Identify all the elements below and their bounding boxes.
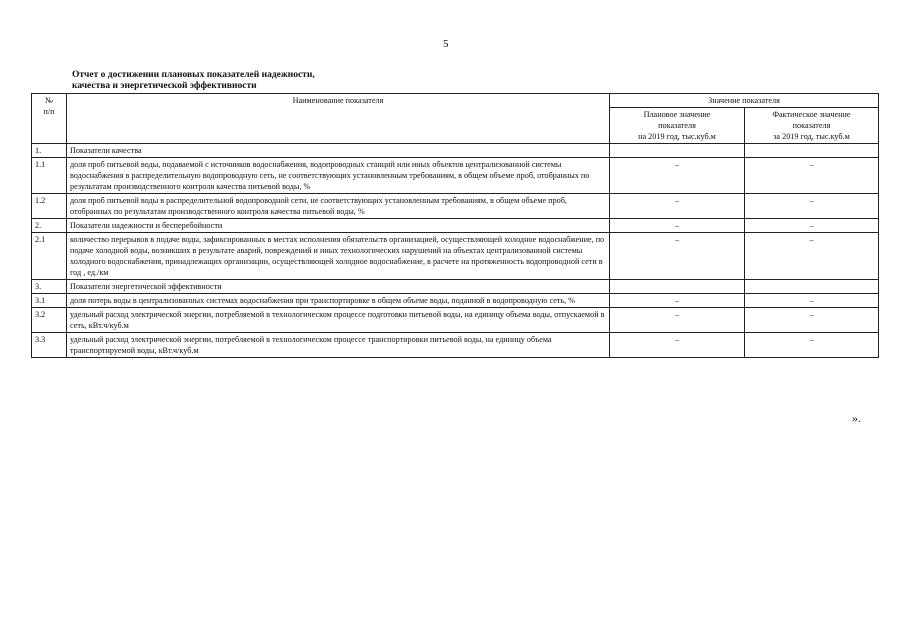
row-num: 3. xyxy=(32,280,67,294)
row-name: доля потерь воды в централизованных системах водоснабжения при транспортировке в общем объеме воды, поданной в водопроводную сеть, % xyxy=(67,294,610,308)
table-row xyxy=(32,294,879,308)
table-row xyxy=(32,333,879,358)
page-number: 5 xyxy=(443,38,449,50)
report-title xyxy=(72,70,315,92)
row-num: 2. xyxy=(32,219,67,233)
row-name: Показатели энергетической эффективности xyxy=(67,280,610,294)
header-value-group: Значение показателя xyxy=(610,94,879,108)
table-row xyxy=(32,194,879,219)
row-name: удельный расход электрической энергии, потребляемой в технологическом процессе подготовки питьевой воды, на единицу объема воды, отпускаемой в сеть, кВт.ч/куб.м xyxy=(67,308,610,333)
row-name: количество перерывов в подаче воды, зафиксированных в местах исполнения обязательств организацией, осуществляющей холодное водоснабжение, по подаче холодной воды, возникших в результате аварий, повреждений и иных технологических нарушений на объектах централизованной системы холодного водоснабжения, принадлежащих организации, осуществляющей холодное водоснабжение, в расчете на протяженность водопроводной сети в год , ед./км xyxy=(67,233,610,280)
report-title-line: Отчет о достижении плановых показателей надежности, xyxy=(72,70,315,80)
row-num: 1. xyxy=(32,144,67,158)
row-planned: – xyxy=(610,308,745,333)
row-name: Показатели качества xyxy=(67,144,610,158)
row-planned: – xyxy=(610,219,745,233)
row-actual: – xyxy=(745,158,879,194)
row-name: доля проб питьевой воды, подаваемой с источников водоснабжения, водопроводных станций или иных объектов централизованной системы водоснабжения в распределительную водопроводную сеть, не соответствующих установленным требованиям, в общем объеме проб, отобранных по результатам производственного контроля качества питьевой воды, % xyxy=(67,158,610,194)
row-actual: – xyxy=(745,194,879,219)
row-num: 2.1 xyxy=(32,233,67,280)
row-num: 3.2 xyxy=(32,308,67,333)
row-planned xyxy=(610,280,745,294)
row-actual xyxy=(745,280,879,294)
row-name: удельный расход электрической энергии, потребляемой в технологическом процессе транспортировки питьевой воды, на единицу объема транспортируемой воды, кВт.ч/куб.м xyxy=(67,333,610,358)
table-row xyxy=(32,144,879,158)
row-planned: – xyxy=(610,194,745,219)
row-planned: – xyxy=(610,233,745,280)
row-num: 3.3 xyxy=(32,333,67,358)
row-actual xyxy=(745,144,879,158)
table-row xyxy=(32,219,879,233)
header-row xyxy=(32,94,879,108)
table-row xyxy=(32,158,879,194)
report-title-line: качества и энергетической эффективности xyxy=(72,81,257,91)
header-num xyxy=(32,94,67,144)
header-num-line: № xyxy=(45,96,53,105)
row-planned: – xyxy=(610,158,745,194)
row-actual: – xyxy=(745,219,879,233)
header-planned-line: Плановое значение xyxy=(643,110,711,119)
table-row xyxy=(32,280,879,294)
header-actual xyxy=(745,108,879,144)
row-num: 3.1 xyxy=(32,294,67,308)
table-row xyxy=(32,308,879,333)
row-actual: – xyxy=(745,294,879,308)
header-actual-line: Фактическое значение xyxy=(772,110,851,119)
row-planned: – xyxy=(610,294,745,308)
header-actual-line: за 2019 год, тыс.куб.м xyxy=(773,132,850,141)
row-num: 1.1 xyxy=(32,158,67,194)
header-planned-line: показателя xyxy=(658,121,696,130)
row-planned xyxy=(610,144,745,158)
row-actual: – xyxy=(745,308,879,333)
row-actual: – xyxy=(745,233,879,280)
header-planned xyxy=(610,108,745,144)
header-name: Наименование показателя xyxy=(67,94,610,144)
table-row xyxy=(32,233,879,280)
header-num-line: п/п xyxy=(43,107,55,116)
closing-quote: ». xyxy=(852,411,861,425)
header-actual-line: показателя xyxy=(792,121,831,130)
row-name: Показатели надежности и бесперебойности xyxy=(67,219,610,233)
row-name: доля проб питьевой воды в распределительной водопроводной сети, не соответствующих установленным требованиям, в общем объеме проб, отобранных по результатам производственного контроля качества питьевой воды, % xyxy=(67,194,610,219)
header-planned-line: на 2019 год, тыс.куб.м xyxy=(638,132,716,141)
indicators-table xyxy=(31,93,879,358)
row-planned: – xyxy=(610,333,745,358)
row-num: 1.2 xyxy=(32,194,67,219)
row-actual: – xyxy=(745,333,879,358)
